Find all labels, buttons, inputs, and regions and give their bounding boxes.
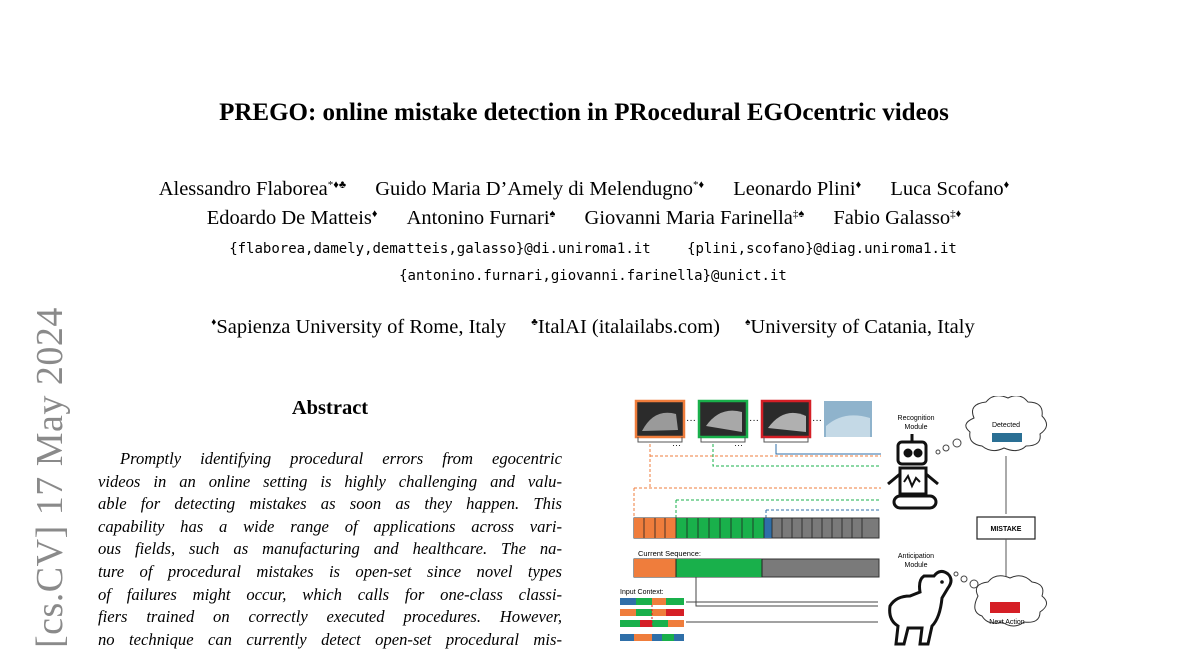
robot-icon [888,434,938,508]
emails-line-2 [0,268,1186,284]
svg-text:···: ··· [734,440,743,450]
input-context-label: Input Context: [620,589,664,596]
thought-bubbles [954,572,978,588]
abstract-line: Promptly identifying procedural errors from egocentric [120,449,562,468]
abstract-line: capability has a wide range of applications across vari- [98,516,562,536]
author: Giovanni Maria Farinella‡♠ [584,207,805,229]
emails-line-1 [0,241,1186,257]
arxiv-side-stamp: [cs.CV] 17 May 2024 [29,307,71,648]
author: Guido Maria D’Amely di Melendugno*♦ [375,178,705,200]
mistake-label: MISTAKE [990,526,1022,533]
anticipation-module-label: Module [904,562,928,569]
author: Leonardo Plini♦ [733,178,862,200]
next-action-cloud [975,576,1047,626]
abstract-line: fiers trained on correctly executed procedures. However, [98,607,562,627]
action-token-strip [634,518,879,538]
email: {plini,scofano}@diag.uniroma1.it [687,241,957,257]
affiliation: ♦Sapienza University of Rome, Italy [211,316,507,338]
recognition-module-label: Recognition [897,415,935,422]
detected-label: Detected [991,422,1021,429]
author: Fabio Galasso‡♦ [833,207,962,229]
anticipation-module-label: Anticipation [897,553,935,560]
current-sequence-bar [634,559,879,577]
next-action-label: Next Action [989,619,1025,626]
paper-title: PREGO: online mistake detection in PRocedural EGOcentric videos [219,99,949,126]
email: {antonino.furnari,giovanni.farinella}@unict.it [399,268,787,284]
video-frames [636,401,872,450]
current-sequence-label: Current Sequence: [638,549,701,558]
svg-text:···: ··· [812,415,822,426]
author: Luca Scofano♦ [890,178,1010,200]
abstract-line: able for detecting mistakes as soon as they happen. This [98,494,562,514]
detected-cloud [966,396,1047,451]
next-action-token [990,602,1020,613]
abstract-line: of failures might occur, which calls for one-class classi- [98,584,562,604]
authors-line-2 [0,207,1168,230]
authors-line-1 [0,178,1168,201]
thought-bubbles [936,439,961,454]
svg-text:···: ··· [672,440,681,450]
input-context-rows [620,598,878,641]
author: Edoardo De Matteis♦ [206,207,378,229]
abstract-body [98,448,562,651]
detected-action-token [992,433,1022,442]
affiliations [0,316,1186,339]
recognition-connectors [634,444,881,518]
abstract-line: videos in an online setting is highly challenging and valu- [98,471,562,491]
affiliation: ♣ItalAI (italailabs.com) [531,316,720,338]
abstract-heading: Abstract [291,397,369,419]
author: Antonino Furnari♠ [406,207,556,229]
abstract-line: ture of procedural mistakes is open-set since novel types [98,561,562,581]
svg-text:···: ··· [686,415,696,426]
llama-icon [890,571,951,644]
svg-text:···: ··· [749,415,759,426]
email: {flaborea,damely,dematteis,galasso}@di.uniroma1.it [229,241,651,257]
recognition-module-label: Module [904,424,928,431]
method-figure [616,396,1056,648]
affiliation: ♠University of Catania, Italy [745,316,975,338]
abstract-line: no technique can currently detect open-set procedural mis- [98,629,562,649]
author: Alessandro Flaborea*♦♣ [158,178,347,200]
abstract-line: ous fields, such as manufacturing and healthcare. The na- [98,539,562,559]
